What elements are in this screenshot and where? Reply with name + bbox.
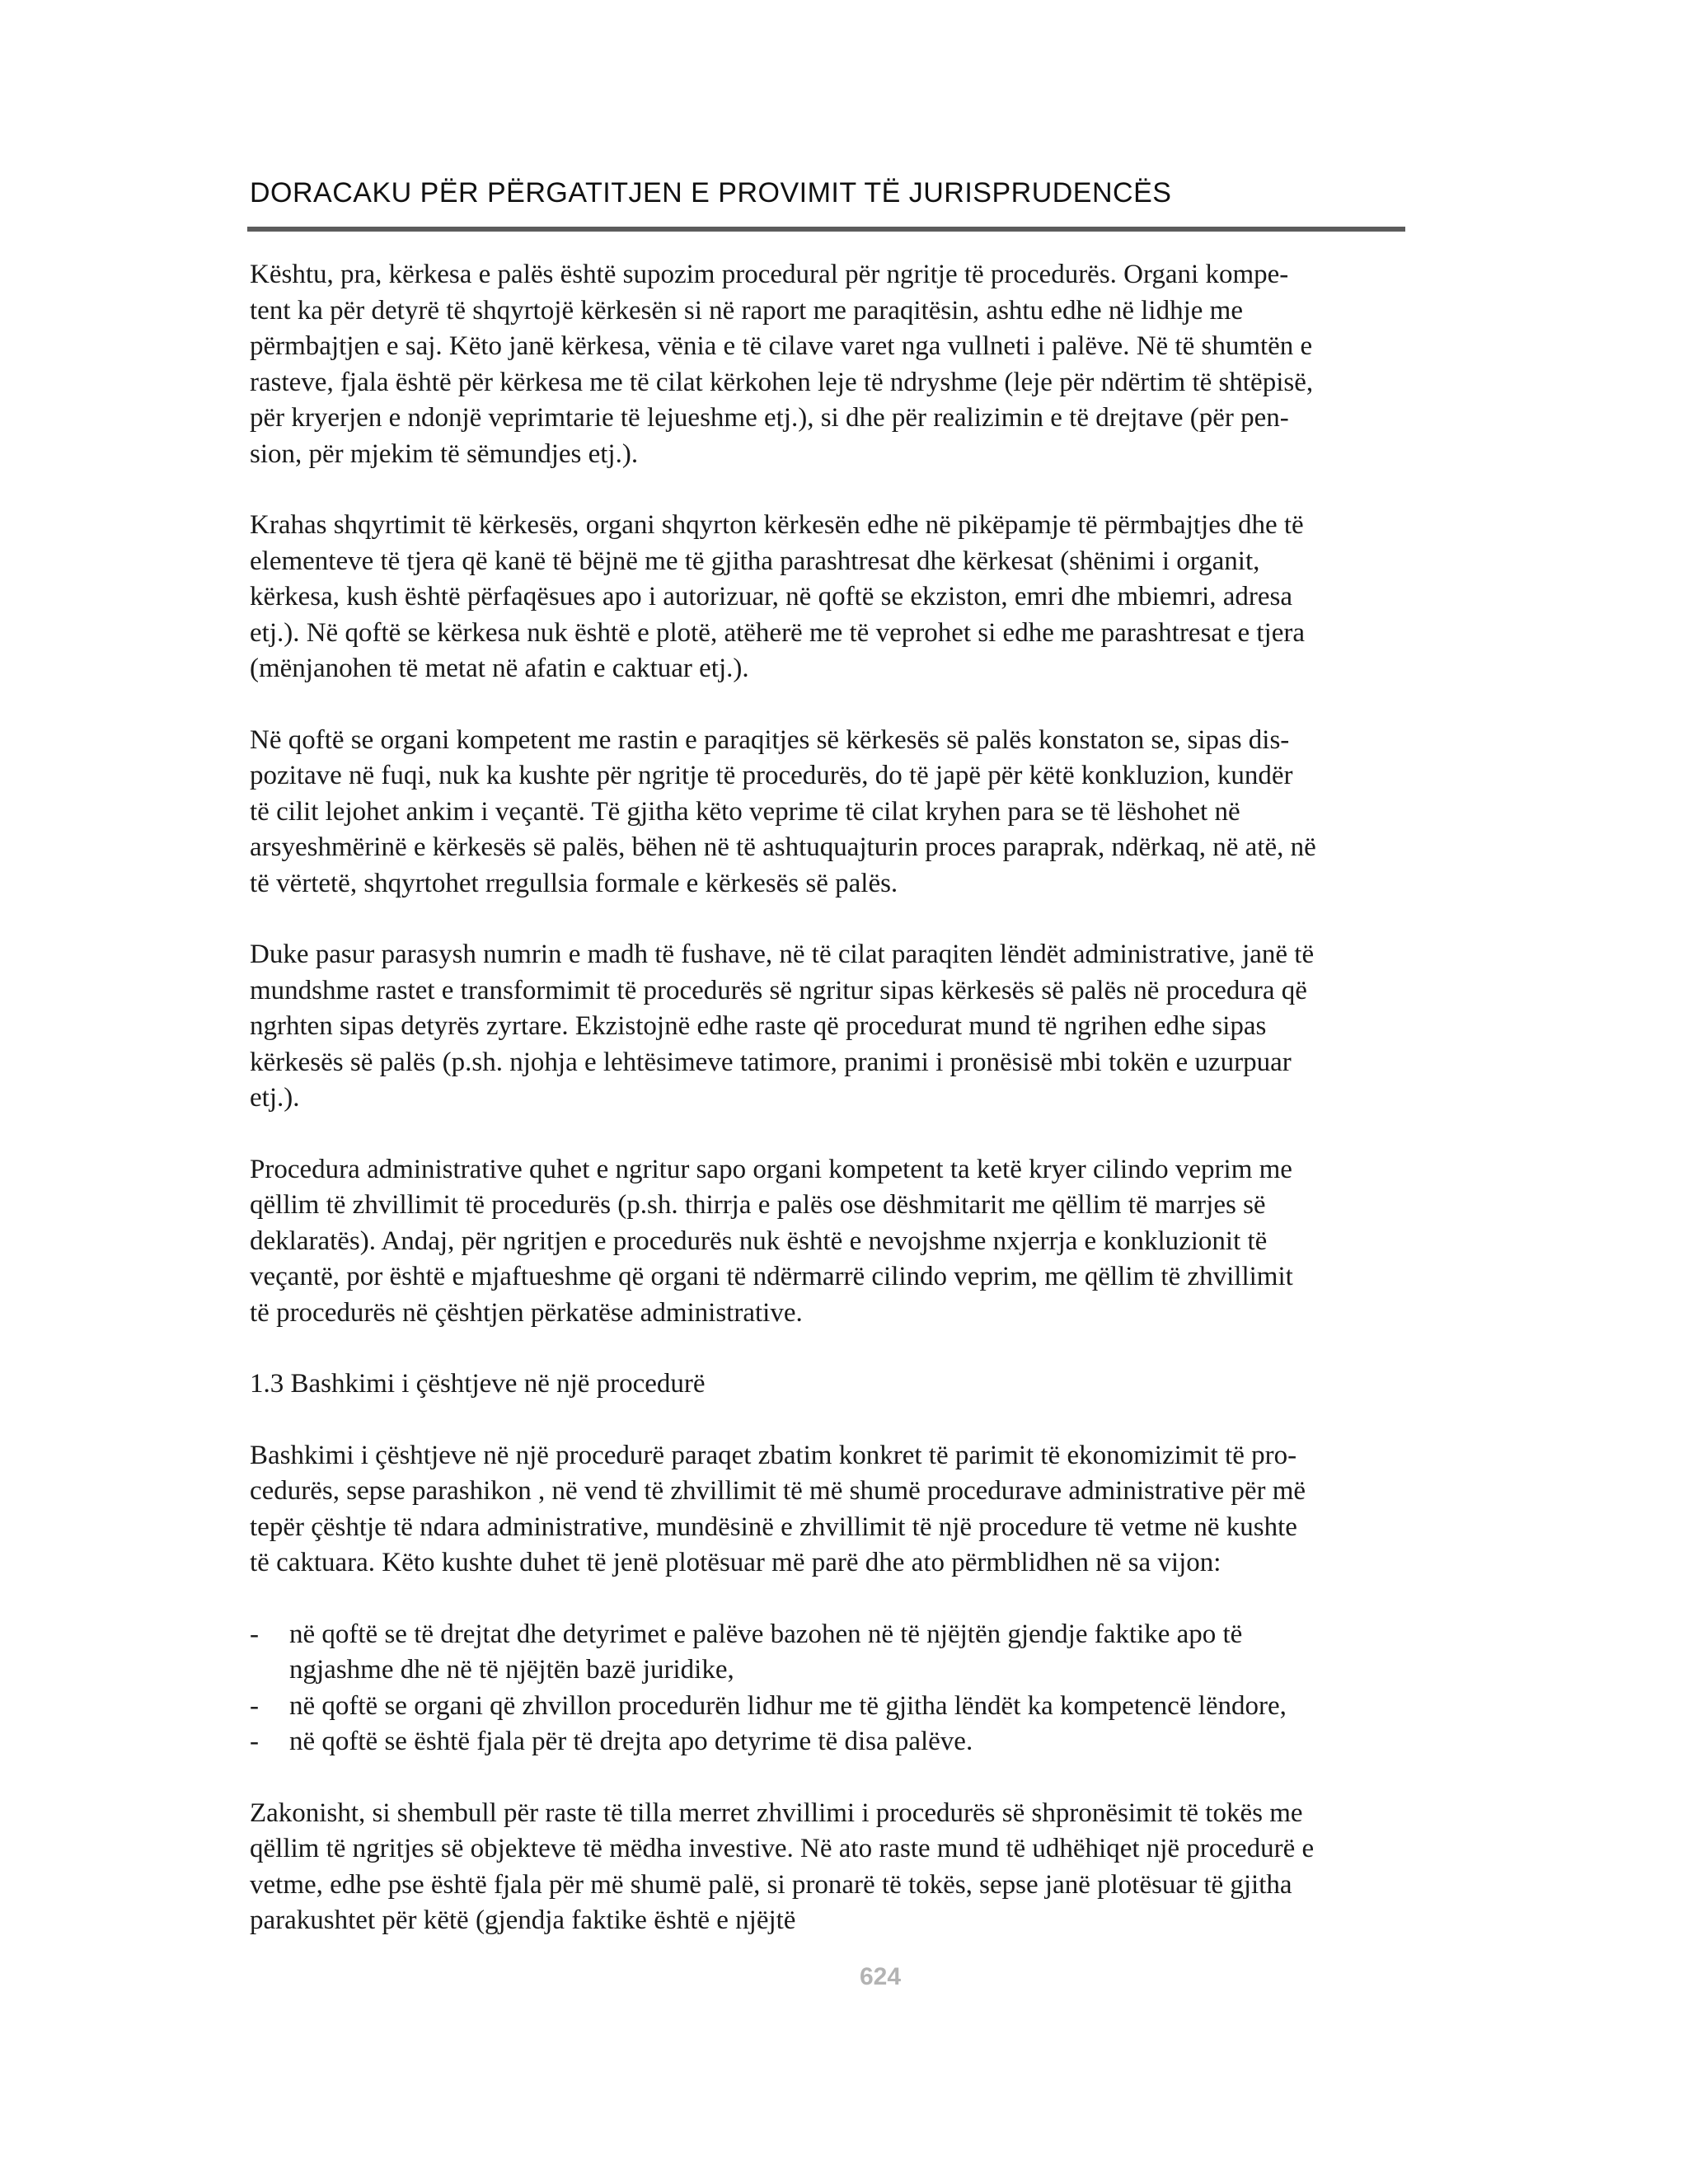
paragraph (250, 257, 1414, 472)
text-line: vetme, edhe pse është fjala për më shumë palë, si pronarë të tokës, sepse janë plotësuar të gjitha (250, 1869, 1292, 1900)
text-line: Në qoftë se organi kompetent me rastin e paraqitjes së kërkesës së palës konstaton se, sipas dis- (250, 724, 1290, 755)
list-item (250, 1689, 1414, 1725)
text-line: arsyeshmërinë e kërkesës së palës, bëhen në të ashtuquajturin proces paraprak, ndërkaq, në atë, në (250, 832, 1316, 862)
list-marker: - (250, 1619, 259, 1649)
text-line: rasteve, fjala është për kërkesa me të cilat kërkohen leje të ndryshme (leje për ndërtim të shtëpisë, (250, 367, 1314, 397)
text-line: tepër çështje të ndara administrative, mundësinë e zhvillimit të një procedure të vetme në kushte (250, 1511, 1297, 1542)
paragraph (250, 937, 1414, 1117)
text-line: të cilit lejohet ankim i veçantë. Të gjitha këto veprime të cilat kryhen para se të lëshohet në (250, 796, 1240, 827)
text-line: kërkesës së palës (p.sh. njohja e lehtësimeve tatimore, pranimi i pronësisë mbi tokën e uzurpuar (250, 1047, 1292, 1077)
list-marker: - (250, 1727, 259, 1756)
paragraph (250, 723, 1414, 902)
text-line: (mënjanohen të metat në afatin e caktuar etj.). (250, 654, 749, 683)
text-line: tent ka për detyrë të shqyrtojë kërkesën si në raport me paraqitësin, ashtu edhe në lidhje me (250, 295, 1243, 326)
text-line: kërkesa, kush është përfaqësues apo i autorizuar, në qoftë se ekziston, emri dhe mbiemri, adresa (250, 582, 1293, 612)
page-body (250, 257, 1414, 1975)
text-line: në qoftë se është fjala për të drejta apo detyrime të disa palëve. (289, 1727, 973, 1756)
text-line: qëllim të zhvillimit të procedurës (p.sh. thirrja e palës ose dëshmitarit me qëllim të marrjes së (250, 1190, 1266, 1220)
text-line: Procedura administrative quhet e ngritur sapo organi kompetent ta ketë kryer cilindo veprim me (250, 1154, 1292, 1184)
header-rule (247, 227, 1405, 232)
list-item (250, 1617, 1414, 1689)
text-line: përmbajtjen e saj. Këto janë kërkesa, vënia e të cilave varet nga vullneti i palëve. Në të shumtën e (250, 331, 1313, 361)
text-line: deklaratës). Andaj, për ngritjen e procedurës nuk është e nevojshme nxjerrja e konkluzionit të (250, 1226, 1268, 1256)
text-line: parakushtet për këtë (gjendja faktike është e njëjtë (250, 1905, 796, 1935)
text-line: të procedurës në çështjen përkatëse administrative. (250, 1297, 803, 1328)
list-item (250, 1724, 1414, 1760)
text-line: etj.). Në qoftë se kërkesa nuk është e plotë, atëherë me të veprohet si edhe me parashtresat e tjera (250, 617, 1306, 648)
page-number: 624 (859, 1963, 902, 1990)
text-line: në qoftë se të drejtat dhe detyrimet e palëve bazohen në të njëjtën gjendje faktike apo të (289, 1619, 1243, 1649)
text-line: Krahas shqyrtimit të kërkesës, organi shqyrton kërkesën edhe në pikëpamje të përmbajtjes dhe të (250, 510, 1304, 540)
text-line: të vërtetë, shqyrtohet rregullsia formale e kërkesës së palës. (250, 868, 898, 898)
paragraph (250, 508, 1414, 687)
text-line: pozitave në fuqi, nuk ka kushte për ngritje të procedurës, do të japë për këtë konkluzion, kundër (250, 761, 1293, 790)
text-line: Bashkimi i çështjeve në një procedurë paraqet zbatim konkret të parimit të ekonomizimit të pro- (250, 1440, 1297, 1470)
running-header: DORACAKU PËR PËRGATITJEN E PROVIMIT TË JURISPRUDENCËS (250, 177, 1172, 209)
text-line: qëllim të ngritjes së objekteve të mëdha investive. Në ato raste mund të udhëhiqet një procedurë e (250, 1834, 1315, 1863)
section-heading: 1.3 Bashkimi i çështjeve në një procedurë (250, 1369, 706, 1399)
text-line: të caktuara. Këto kushte duhet të jenë plotësuar më parë dhe ato përmblidhen në sa vijon: (250, 1548, 1221, 1577)
text-line: ngrhten sipas detyrës zyrtare. Ekzistojnë edhe raste që procedurat mund të ngrihen edhe sipas (250, 1011, 1267, 1041)
text-line: Zakonisht, si shembull për raste të tilla merret zhvillimi i procedurës së shpronësimit të tokës me (250, 1797, 1303, 1828)
list-marker: - (250, 1690, 259, 1721)
paragraph (250, 1152, 1414, 1332)
text-line: Duke pasur parasysh numrin e madh të fushave, në të cilat paraqiten lëndët administrative, janë të (250, 940, 1315, 969)
text-line: etj.). (250, 1083, 300, 1113)
text-line: në qoftë se organi që zhvillon procedurën lidhur me të gjitha lëndët ka kompetencë lëndore, (289, 1690, 1287, 1721)
paragraph (250, 1796, 1414, 1939)
text-line: cedurës, sepse parashikon , në vend të zhvillimit të më shumë procedurave administrative për më (250, 1476, 1306, 1506)
text-line: Kështu, pra, kërkesa e palës është supozim procedural për ngritje të procedurës. Organi kompe- (250, 260, 1289, 289)
text-line: veçantë, por është e mjaftueshme që organi të ndërmarrë cilindo veprim, me qëllim të zhvillimit (250, 1262, 1293, 1291)
conditions-list (250, 1617, 1414, 1760)
text-line: për kryerjen e ndonjë veprimtarie të lejueshme etj.), si dhe për realizimin e të drejtave (për pen- (250, 403, 1289, 433)
text-line: elementeve të tjera që kanë të bëjnë me të gjitha parashtresat dhe kërkesat (shënimi i organit, (250, 546, 1260, 576)
text-line: sion, për mjekim të sëmundjes etj.). (250, 438, 639, 469)
paragraph (250, 1438, 1414, 1582)
text-line: ngjashme dhe në të njëjtën bazë juridike, (289, 1655, 734, 1685)
text-line: mundshme rastet e transformimit të procedurës së ngritur sipas kërkesës së palës në procedura që (250, 975, 1307, 1005)
